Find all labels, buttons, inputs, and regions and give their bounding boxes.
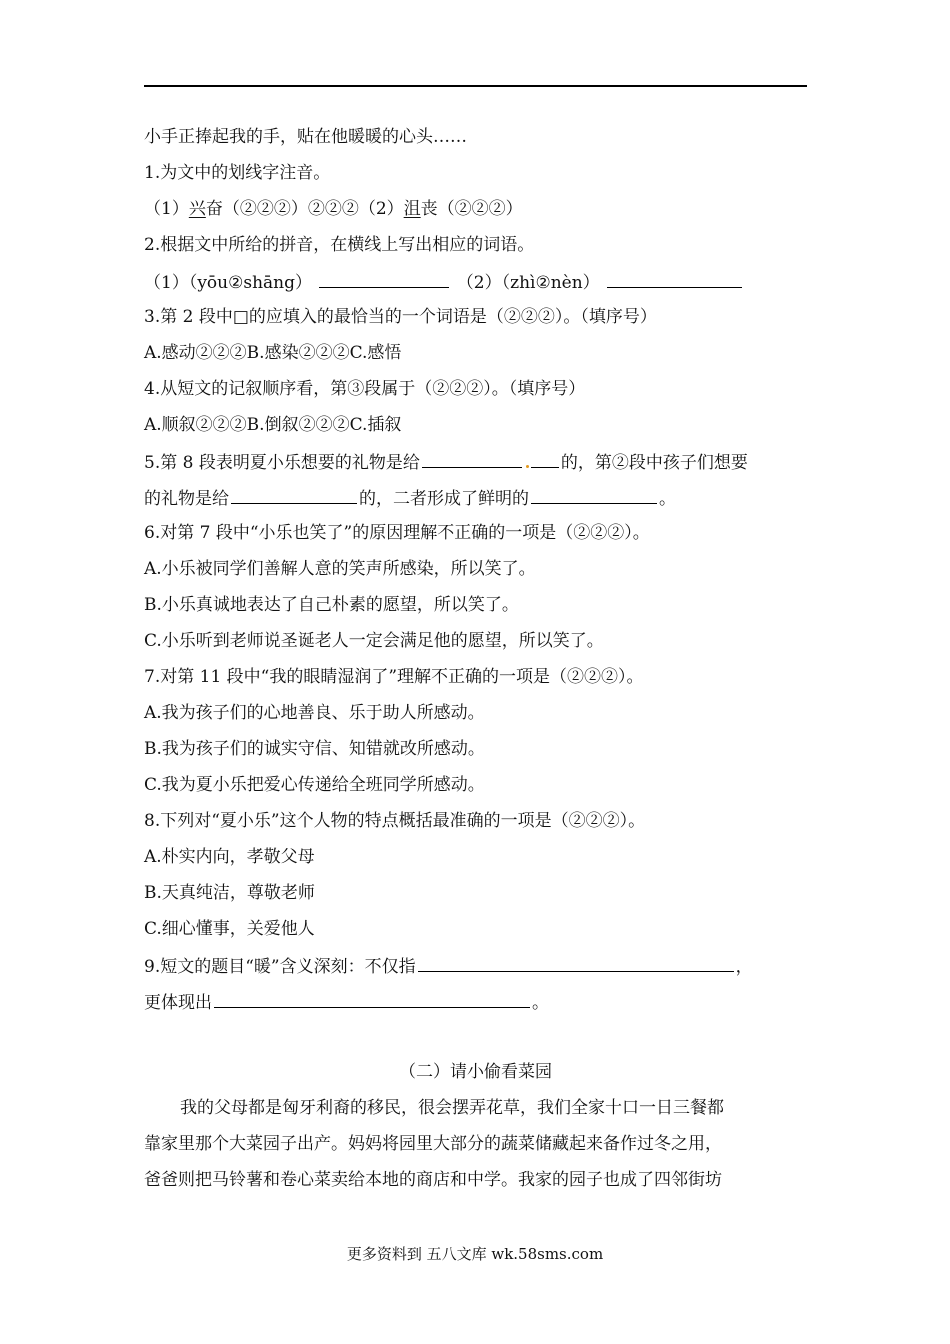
item-text: （2）（zhì②nèn） bbox=[456, 273, 600, 293]
item-text: 的，二者形成了鲜明的 bbox=[359, 489, 529, 509]
answer-blank[interactable] bbox=[607, 269, 742, 288]
question-9-line-1 bbox=[144, 953, 809, 979]
question-6: 6.对第 7 段中“小乐也笑了”的原因理解不正确的一项是（②②②）。 bbox=[144, 523, 650, 543]
question-2-items bbox=[144, 269, 809, 295]
answer-blank[interactable] bbox=[214, 989, 530, 1008]
item-text: ， bbox=[735, 957, 753, 977]
item-text: 9.短文的题目“暖”含义深刻：不仅指 bbox=[144, 957, 416, 977]
question-8: 8.下列对“夏小乐”这个人物的特点概括最准确的一项是（②②②）。 bbox=[144, 811, 646, 831]
page-footer: 更多资料到 五八文库 wk.58sms.com bbox=[346, 1245, 604, 1263]
question-3-options: A.感动②②②B.感染②②②C.感悟 bbox=[144, 343, 402, 363]
answer-blank[interactable] bbox=[418, 953, 734, 972]
underlined-char: 兴 bbox=[188, 199, 206, 219]
item-text: 更体现出 bbox=[144, 993, 212, 1013]
answer-blank[interactable] bbox=[531, 485, 657, 504]
item-text: （1）（yōu②shāng） bbox=[144, 273, 312, 293]
paragraph-line: 靠家里那个大菜园子出产。妈妈将园里大部分的蔬菜储藏起来备作过冬之用， bbox=[144, 1134, 722, 1154]
item-text: 。 bbox=[532, 993, 549, 1013]
option-b: B.天真纯洁，尊敬老师 bbox=[144, 883, 315, 903]
question-5-line-1 bbox=[144, 449, 809, 475]
item-label: （1） bbox=[144, 199, 189, 219]
text-line: 小手正捧起我的手，贴在他暖暖的心头…… bbox=[144, 127, 467, 147]
answer-blank[interactable] bbox=[231, 485, 357, 504]
option-c: C.小乐听到老师说圣诞老人一定会满足他的愿望，所以笑了。 bbox=[144, 631, 604, 651]
answer-blank[interactable] bbox=[422, 449, 522, 468]
question-4-options: A.顺叙②②②B.倒叙②②②C.插叙 bbox=[144, 415, 402, 435]
question-7: 7.对第 11 段中“我的眼睛湿润了”理解不正确的一项是（②②②）。 bbox=[144, 667, 644, 687]
option-b: B.我为孩子们的诚实守信、知错就改所感动。 bbox=[144, 739, 485, 759]
item-text: 。 bbox=[659, 489, 676, 509]
option-c: C.我为夏小乐把爱心传递给全班同学所感动。 bbox=[144, 775, 485, 795]
option-a: A.我为孩子们的心地善良、乐于助人所感动。 bbox=[144, 703, 485, 723]
mark-dot bbox=[526, 465, 529, 468]
option-b: B.小乐真诚地表达了自己朴素的愿望，所以笑了。 bbox=[144, 595, 519, 615]
question-2: 2.根据文中所给的拼音，在横线上写出相应的词语。 bbox=[144, 235, 535, 255]
answer-blank[interactable] bbox=[319, 269, 449, 288]
question-1: 1.为文中的划线字注音。 bbox=[144, 163, 331, 183]
answer-blank[interactable] bbox=[531, 449, 559, 468]
option-a: A.小乐被同学们善解人意的笑声所感染，所以笑了。 bbox=[144, 559, 536, 579]
item-text: 奋（②②②）②②②（2） bbox=[205, 199, 404, 219]
item-text: 5.第 8 段表明夏小乐想要的礼物是给 bbox=[144, 453, 420, 473]
item-text: 丧（②②②） bbox=[420, 199, 523, 219]
item-text: 的，第②段中孩子们想要 bbox=[560, 453, 748, 473]
question-4: 4.从短文的记叙顺序看，第③段属于（②②②）。（填序号） bbox=[144, 379, 586, 399]
option-a: A.朴实内向，孝敬父母 bbox=[144, 847, 315, 867]
paragraph-line: 爸爸则把马铃薯和卷心菜卖给本地的商店和中学。我家的园子也成了四邻街坊 bbox=[144, 1170, 722, 1190]
item-text: 的礼物是给 bbox=[144, 489, 229, 509]
option-c: C.细心懂事，关爱他人 bbox=[144, 919, 315, 939]
question-5-line-2 bbox=[144, 485, 809, 511]
question-1-items bbox=[144, 197, 809, 221]
underlined-char: 沮 bbox=[403, 199, 421, 219]
header-rule bbox=[144, 85, 807, 87]
question-9-line-2 bbox=[144, 989, 809, 1015]
question-3: 3.第 2 段中□的应填入的最恰当的一个词语是（②②②）。（填序号） bbox=[144, 307, 657, 327]
section-title: （二）请小偷看菜园 bbox=[399, 1062, 552, 1082]
paragraph-line: 我的父母都是匈牙利裔的移民，很会摆弄花草，我们全家十口一日三餐都 bbox=[180, 1098, 724, 1118]
